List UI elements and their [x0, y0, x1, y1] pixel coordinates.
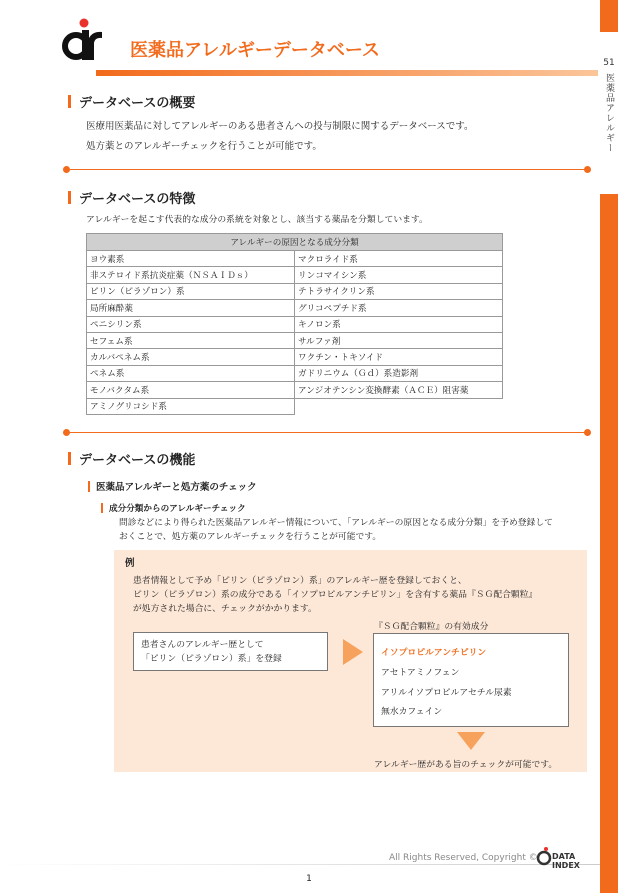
footer-rule: [0, 864, 600, 865]
features-heading: [68, 188, 195, 207]
table-cell: アンジオテンシン変換酵素（ＡＣＥ）阻害薬: [295, 382, 503, 398]
table-cell: ワクチン・トキソイド: [295, 349, 503, 365]
table-row: [87, 283, 503, 299]
ingredients-label: 『ＳＧ配合顆粒』の有効成分: [374, 622, 489, 632]
table-cell-empty: [295, 398, 503, 414]
ingredient-highlighted: イソプロピルアンチピリン: [381, 648, 487, 658]
table-row: [87, 267, 503, 283]
table-cell: テトラサイクリン系: [295, 283, 503, 299]
functions-sub-heading-text: 医薬品アレルギーと処方薬のチェック: [96, 482, 257, 493]
arrow-right-icon: [343, 639, 363, 665]
functions-heading: [68, 449, 195, 468]
patient-allergy-box: [133, 632, 328, 671]
table-cell: ピリン（ピラゾロン）系: [87, 283, 295, 299]
table-row: [87, 332, 503, 348]
heading-bar: [68, 191, 71, 204]
overview-line-2: 処方薬とのアレルギーチェックを行うことが可能です。: [86, 141, 322, 152]
footer-logo: [534, 846, 598, 870]
heading-bar: [101, 503, 103, 513]
functions-sub-heading: [88, 479, 257, 493]
table-cell: リンコマイシン系: [295, 267, 503, 283]
table-row: [87, 365, 503, 381]
functions-heading-text: データベースの機能: [79, 453, 196, 468]
table-row: [87, 316, 503, 332]
table-cell: ガドリニウム（Ｇｄ）系造影剤: [295, 365, 503, 381]
ingredient-item: アセトアミノフェン: [381, 668, 460, 678]
table-row: [87, 251, 503, 267]
table-cell: カルバペネム系: [87, 349, 295, 365]
table-cell: 局所麻酔薬: [87, 300, 295, 316]
side-tab-top: [600, 0, 618, 32]
patient-box-line-2: 「ピリン（ピラゾロン）系」を登録: [141, 654, 282, 664]
table-row: [87, 382, 503, 398]
table-row: [87, 398, 503, 414]
ingredients-box: [373, 633, 569, 727]
patient-box-line-1: 患者さんのアレルギー歴として: [141, 640, 264, 650]
overview-heading-text: データベースの概要: [79, 96, 196, 111]
heading-bar: [88, 481, 90, 492]
functions-sub-sub-heading: [101, 502, 246, 514]
table-row: [87, 349, 503, 365]
table-cell: マクロライド系: [295, 251, 503, 267]
features-intro: アレルギーを起こす代表的な成分の系統を対象とし、該当する薬品を分類しています。: [86, 215, 428, 225]
example-line-2: ピリン（ピラゾロン）系の成分である「イソプロピルアンチピリン」を含有する薬品『ＳＧ配合顆粒』: [133, 590, 538, 600]
functions-sub-sub-heading-text: 成分分類からのアレルギーチェック: [109, 504, 246, 514]
table-cell: ペニシリン系: [87, 316, 295, 332]
side-tab-bottom: [600, 194, 618, 893]
table-cell: モノバクタム系: [87, 382, 295, 398]
table-header: アレルギーの原因となる成分分類: [87, 234, 503, 251]
ingredient-item: 無水カフェイン: [381, 707, 443, 717]
allergen-category-table: [86, 233, 503, 415]
overview-line-1: 医療用医薬品に対してアレルギーのある患者さんへの投与制限に関するデータベースです。: [86, 121, 474, 132]
table-cell: アミノグリコシド系: [87, 398, 295, 414]
table-cell: グリコペプチド系: [295, 300, 503, 316]
arrow-down-icon: [457, 732, 485, 750]
section-divider: [66, 169, 588, 170]
example-line-1: 患者情報として予め「ピリン（ピラゾロン）系」のアレルギー歴を登録しておくと、: [133, 576, 467, 586]
functions-description-2: おくことで、処方薬のアレルギーチェックを行うことが可能です。: [119, 532, 382, 542]
header-rule: [96, 70, 598, 76]
side-page-number: 51: [603, 58, 615, 68]
table-cell: サルファ剤: [295, 332, 503, 348]
table-cell: セフェム系: [87, 332, 295, 348]
side-section-label: 医薬品アレルギー: [604, 73, 614, 153]
company-logo-icon: [62, 18, 104, 62]
features-heading-text: データベースの特徴: [79, 192, 196, 207]
example-line-3: が処方された場合に、チェックがかかります。: [133, 604, 317, 614]
data-index-logo-icon: [534, 846, 554, 866]
overview-heading: [68, 92, 195, 111]
footer-logo-text: DATA INDEX: [552, 852, 580, 870]
page-number: 1: [306, 874, 312, 884]
functions-description-1: 問診などにより得られた医薬品アレルギー情報について、「アレルギーの原因となる成分分類」を予め登録して: [119, 518, 553, 528]
table-cell: ヨウ素系: [87, 251, 295, 267]
heading-bar: [68, 95, 71, 108]
copyright-text: All Rights Reserved, Copyright ©: [389, 853, 538, 863]
table-cell: キノロン系: [295, 316, 503, 332]
heading-bar: [68, 452, 71, 465]
table-cell: ペネム系: [87, 365, 295, 381]
check-result: アレルギー歴がある旨のチェックが可能です。: [374, 760, 558, 770]
ingredient-item: アリルイソプロピルアセチル尿素: [381, 688, 512, 698]
table-row: [87, 300, 503, 316]
section-divider: [66, 432, 588, 433]
page-title: 医薬品アレルギーデータベース: [130, 40, 380, 61]
table-cell: 非ステロイド系抗炎症薬（ＮＳＡＩＤｓ）: [87, 267, 295, 283]
example-title: 例: [125, 558, 135, 569]
